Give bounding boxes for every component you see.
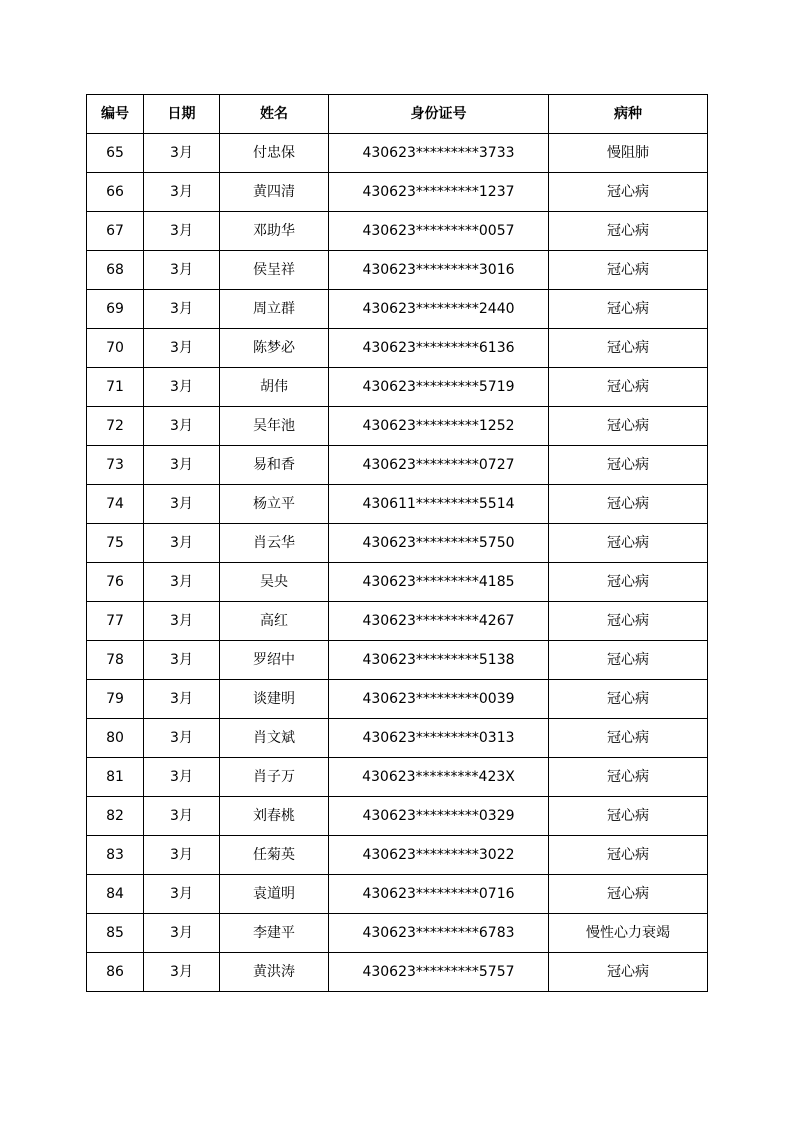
table-row (87, 953, 708, 992)
cell-name: 肖云华 (220, 524, 329, 563)
cell-id: 430623*********5138 (329, 641, 549, 680)
cell-disease: 冠心病 (549, 329, 708, 368)
header-date: 日期 (144, 95, 220, 134)
cell-no: 76 (87, 563, 144, 602)
cell-date: 3月 (144, 680, 220, 719)
cell-id: 430623*********5719 (329, 368, 549, 407)
cell-date: 3月 (144, 953, 220, 992)
cell-name: 李建平 (220, 914, 329, 953)
cell-id: 430623*********1237 (329, 173, 549, 212)
cell-disease: 冠心病 (549, 953, 708, 992)
cell-disease: 冠心病 (549, 524, 708, 563)
cell-id: 430623*********0329 (329, 797, 549, 836)
cell-name: 邓助华 (220, 212, 329, 251)
table-row (87, 329, 708, 368)
cell-name: 吴年池 (220, 407, 329, 446)
table-row (87, 875, 708, 914)
table-row (87, 836, 708, 875)
table-row (87, 602, 708, 641)
table-row (87, 797, 708, 836)
cell-disease: 冠心病 (549, 602, 708, 641)
cell-no: 86 (87, 953, 144, 992)
cell-disease: 冠心病 (549, 680, 708, 719)
cell-name: 高红 (220, 602, 329, 641)
cell-name: 任菊英 (220, 836, 329, 875)
cell-disease: 冠心病 (549, 446, 708, 485)
cell-name: 肖子万 (220, 758, 329, 797)
cell-disease: 冠心病 (549, 212, 708, 251)
cell-name: 吴央 (220, 563, 329, 602)
cell-date: 3月 (144, 524, 220, 563)
cell-no: 77 (87, 602, 144, 641)
cell-id: 430623*********3022 (329, 836, 549, 875)
cell-id: 430623*********0313 (329, 719, 549, 758)
patient-table (86, 94, 708, 992)
cell-name: 胡伟 (220, 368, 329, 407)
header-row (87, 95, 708, 134)
cell-name: 谈建明 (220, 680, 329, 719)
cell-date: 3月 (144, 368, 220, 407)
cell-no: 74 (87, 485, 144, 524)
cell-id: 430623*********6136 (329, 329, 549, 368)
cell-id: 430623*********0716 (329, 875, 549, 914)
header-name: 姓名 (220, 95, 329, 134)
table-row (87, 563, 708, 602)
cell-date: 3月 (144, 212, 220, 251)
cell-no: 66 (87, 173, 144, 212)
table-body (87, 134, 708, 992)
cell-no: 78 (87, 641, 144, 680)
cell-disease: 冠心病 (549, 407, 708, 446)
cell-id: 430623*********4185 (329, 563, 549, 602)
table-row (87, 914, 708, 953)
cell-disease: 冠心病 (549, 368, 708, 407)
cell-date: 3月 (144, 758, 220, 797)
cell-date: 3月 (144, 836, 220, 875)
cell-disease: 冠心病 (549, 641, 708, 680)
cell-date: 3月 (144, 719, 220, 758)
table-row (87, 368, 708, 407)
cell-no: 70 (87, 329, 144, 368)
cell-disease: 慢阻肺 (549, 134, 708, 173)
cell-id: 430611*********5514 (329, 485, 549, 524)
cell-date: 3月 (144, 446, 220, 485)
cell-disease: 冠心病 (549, 485, 708, 524)
cell-no: 85 (87, 914, 144, 953)
header-no: 编号 (87, 95, 144, 134)
cell-disease: 冠心病 (549, 563, 708, 602)
table-row (87, 290, 708, 329)
cell-name: 付忠保 (220, 134, 329, 173)
cell-date: 3月 (144, 563, 220, 602)
table-row (87, 641, 708, 680)
cell-no: 69 (87, 290, 144, 329)
cell-id: 430623*********2440 (329, 290, 549, 329)
cell-no: 83 (87, 836, 144, 875)
cell-id: 430623*********423X (329, 758, 549, 797)
cell-no: 71 (87, 368, 144, 407)
table-row (87, 719, 708, 758)
table-row (87, 251, 708, 290)
cell-id: 430623*********5750 (329, 524, 549, 563)
cell-disease: 冠心病 (549, 797, 708, 836)
cell-date: 3月 (144, 173, 220, 212)
table-row (87, 212, 708, 251)
cell-disease: 冠心病 (549, 290, 708, 329)
cell-no: 67 (87, 212, 144, 251)
cell-no: 81 (87, 758, 144, 797)
cell-name: 刘春桃 (220, 797, 329, 836)
cell-disease: 慢性心力衰竭 (549, 914, 708, 953)
cell-date: 3月 (144, 602, 220, 641)
cell-disease: 冠心病 (549, 719, 708, 758)
cell-no: 72 (87, 407, 144, 446)
cell-name: 袁道明 (220, 875, 329, 914)
table-header (87, 95, 708, 134)
table-row (87, 446, 708, 485)
cell-no: 73 (87, 446, 144, 485)
cell-id: 430623*********0727 (329, 446, 549, 485)
cell-date: 3月 (144, 329, 220, 368)
table-row (87, 134, 708, 173)
cell-name: 黄四清 (220, 173, 329, 212)
cell-no: 80 (87, 719, 144, 758)
cell-name: 肖文斌 (220, 719, 329, 758)
cell-disease: 冠心病 (549, 836, 708, 875)
cell-id: 430623*********6783 (329, 914, 549, 953)
header-disease: 病种 (549, 95, 708, 134)
cell-disease: 冠心病 (549, 758, 708, 797)
cell-no: 79 (87, 680, 144, 719)
table-row (87, 173, 708, 212)
cell-date: 3月 (144, 407, 220, 446)
cell-date: 3月 (144, 290, 220, 329)
cell-date: 3月 (144, 797, 220, 836)
cell-disease: 冠心病 (549, 173, 708, 212)
table-row (87, 485, 708, 524)
cell-no: 84 (87, 875, 144, 914)
cell-id: 430623*********3733 (329, 134, 549, 173)
cell-date: 3月 (144, 641, 220, 680)
cell-disease: 冠心病 (549, 875, 708, 914)
cell-name: 罗绍中 (220, 641, 329, 680)
cell-id: 430623*********1252 (329, 407, 549, 446)
cell-date: 3月 (144, 914, 220, 953)
cell-name: 易和香 (220, 446, 329, 485)
table-row (87, 680, 708, 719)
cell-no: 68 (87, 251, 144, 290)
header-id: 身份证号 (329, 95, 549, 134)
cell-name: 侯呈祥 (220, 251, 329, 290)
cell-name: 杨立平 (220, 485, 329, 524)
cell-no: 82 (87, 797, 144, 836)
cell-id: 430623*********3016 (329, 251, 549, 290)
table-row (87, 758, 708, 797)
cell-id: 430623*********4267 (329, 602, 549, 641)
cell-name: 黄洪涛 (220, 953, 329, 992)
cell-no: 65 (87, 134, 144, 173)
cell-name: 陈梦必 (220, 329, 329, 368)
cell-date: 3月 (144, 251, 220, 290)
cell-id: 430623*********5757 (329, 953, 549, 992)
cell-id: 430623*********0057 (329, 212, 549, 251)
cell-date: 3月 (144, 485, 220, 524)
cell-date: 3月 (144, 134, 220, 173)
cell-id: 430623*********0039 (329, 680, 549, 719)
cell-no: 75 (87, 524, 144, 563)
table-row (87, 407, 708, 446)
cell-date: 3月 (144, 875, 220, 914)
cell-disease: 冠心病 (549, 251, 708, 290)
table-row (87, 524, 708, 563)
cell-name: 周立群 (220, 290, 329, 329)
